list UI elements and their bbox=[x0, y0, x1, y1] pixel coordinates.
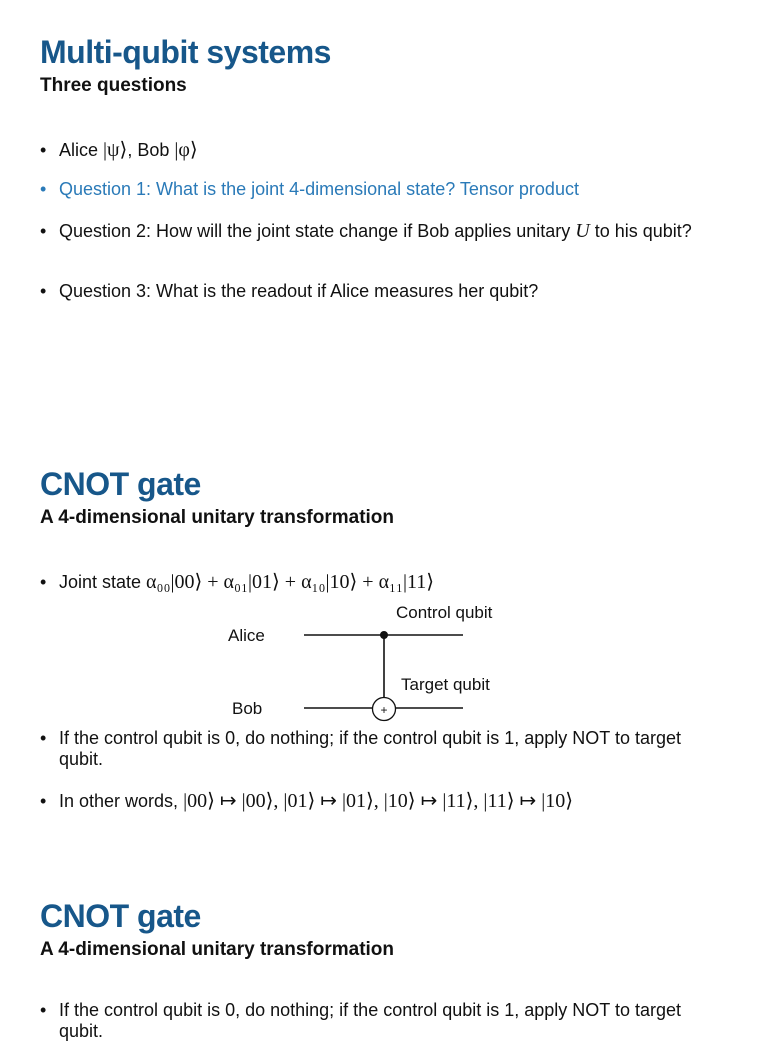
bullet-dot: • bbox=[40, 140, 47, 160]
circuit-alice-label: Alice bbox=[228, 626, 265, 645]
slide-title: Multi-qubit systems bbox=[40, 34, 331, 70]
math-joint-state: α₀₀|00⟩ + α₀₁|01⟩ + α₁₀|10⟩ + α₁₁|11⟩ bbox=[146, 571, 435, 593]
bullet-text: Question 2: How will the joint state change if Bob applies unitary bbox=[59, 221, 576, 241]
slide-subtitle: Three questions bbox=[40, 75, 187, 96]
bullet-dot: • bbox=[40, 1000, 47, 1020]
bullet-dot: • bbox=[40, 791, 47, 811]
math-phi-ket: |φ⟩ bbox=[174, 139, 198, 161]
math-unitary-u: U bbox=[575, 220, 590, 242]
bullet-control-rule bbox=[40, 1000, 720, 1042]
bullet-dot: • bbox=[40, 728, 47, 748]
math-psi-ket: |ψ⟩ bbox=[103, 139, 128, 161]
bullet-text: , Bob bbox=[127, 140, 175, 160]
circuit-bob-label: Bob bbox=[232, 699, 263, 718]
bullet-text: Alice bbox=[59, 140, 104, 160]
bullet-text: to his qubit? bbox=[589, 221, 692, 241]
slide-subtitle: A 4-dimensional unitary transformation bbox=[40, 939, 395, 960]
math-cnot-mapping: |00⟩ ↦ |00⟩, |01⟩ ↦ |01⟩, |10⟩ ↦ |11⟩, |11⟩ ↦ |10⟩ bbox=[183, 790, 574, 812]
bullet-text: Question 3: What is the readout if Alice measures her qubit? bbox=[59, 281, 539, 301]
bullet-text: If the control qubit is 0, do nothing; if the control qubit is 1, apply NOT to target qubit. bbox=[59, 728, 682, 769]
bullet-text: In other words, bbox=[59, 791, 184, 811]
slide-subtitle: A 4-dimensional unitary transformation bbox=[40, 507, 395, 528]
bullet-dot: • bbox=[40, 179, 47, 199]
bullet-dot: • bbox=[40, 572, 47, 592]
bullet-text: Joint state bbox=[59, 572, 147, 592]
bullet-text: If the control qubit is 0, do nothing; if the control qubit is 1, apply NOT to target qubit. bbox=[59, 1000, 682, 1041]
slide-title: CNOT gate bbox=[40, 898, 201, 934]
bullet-text: Question 1: What is the joint 4-dimensional state? Tensor product bbox=[59, 179, 579, 199]
target-plus-symbol: + bbox=[380, 703, 388, 717]
circuit-control-label: Control qubit bbox=[396, 603, 493, 622]
circuit-target-label: Target qubit bbox=[401, 675, 490, 694]
bullet-dot: • bbox=[40, 221, 47, 241]
slide-title: CNOT gate bbox=[40, 466, 201, 502]
bullet-dot: • bbox=[40, 281, 47, 301]
